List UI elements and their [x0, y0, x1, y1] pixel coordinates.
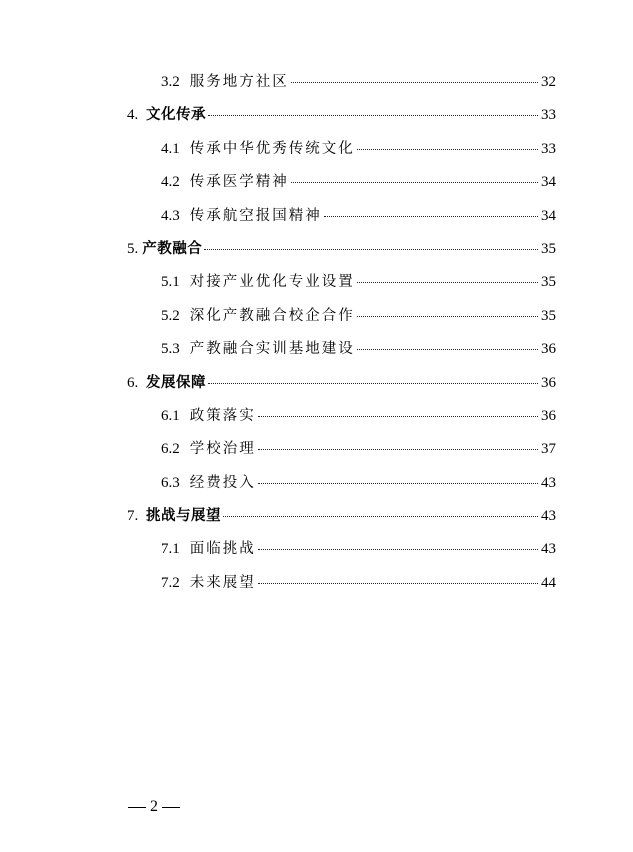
toc-entry-line — [161, 571, 556, 593]
toc-entry-line — [127, 103, 556, 125]
toc-dot-leader — [357, 349, 538, 350]
toc-dot-leader — [357, 149, 538, 150]
toc-entry-number: 6. — [127, 374, 142, 391]
toc-entry-number: 4.3 — [161, 207, 180, 224]
toc-entry-title: 面临挑战 — [189, 541, 256, 558]
toc-entry-number: 5.3 — [161, 341, 180, 358]
toc-subsection-entry[interactable] — [0, 467, 633, 500]
toc-entry-page: 43 — [541, 474, 556, 491]
toc-entry-title: 挑战与展望 — [146, 508, 221, 525]
toc-subsection-entry[interactable] — [0, 400, 633, 433]
toc-dot-leader — [324, 216, 538, 217]
toc-entry-line — [161, 137, 556, 159]
toc-entry-number: 7. — [127, 508, 142, 525]
toc-entry-line — [161, 471, 556, 493]
toc-entry-line — [161, 170, 556, 192]
footer-dash-right — [162, 807, 180, 808]
toc-entry-line — [161, 337, 556, 359]
toc-dot-leader — [258, 416, 538, 417]
toc-entry-page: 37 — [541, 441, 556, 458]
toc-section-entry[interactable] — [0, 233, 633, 266]
toc-subsection-entry[interactable] — [0, 300, 633, 333]
toc-entry-page: 34 — [541, 174, 556, 191]
toc-dot-leader — [291, 182, 538, 183]
toc-dot-leader — [258, 583, 538, 584]
toc-subsection-entry[interactable] — [0, 433, 633, 466]
toc-entry-line — [161, 404, 556, 426]
toc-entry-line — [161, 204, 556, 226]
toc-entry-line — [161, 437, 556, 459]
toc-entry-number: 5.2 — [161, 307, 180, 324]
toc-section-entry[interactable] — [0, 367, 633, 400]
toc-subsection-entry[interactable] — [0, 567, 633, 600]
toc-entry-page: 35 — [541, 307, 556, 324]
toc-entry-title: 产教融合实训基地建设 — [189, 341, 355, 358]
toc-dot-leader — [357, 282, 538, 283]
toc-entry-title: 传承航空报国精神 — [189, 207, 322, 224]
toc-entry-page: 34 — [541, 207, 556, 224]
toc-entry-title: 传承中华优秀传统文化 — [189, 140, 355, 157]
toc-section-entry[interactable] — [0, 99, 633, 132]
toc-entry-title: 服务地方社区 — [189, 74, 289, 90]
toc-dot-leader — [258, 549, 538, 550]
toc-entry-line — [161, 304, 556, 326]
toc-subsection-entry[interactable] — [0, 66, 633, 99]
toc-subsection-entry[interactable] — [0, 133, 633, 166]
toc-subsection-entry[interactable] — [0, 333, 633, 366]
toc-entry-title: 学校治理 — [189, 441, 256, 458]
toc-entry-page: 36 — [541, 341, 556, 358]
toc-dot-leader — [204, 249, 538, 250]
toc-entry-title: 文化传承 — [146, 107, 206, 124]
page-footer — [128, 798, 180, 816]
toc-entry-line — [161, 70, 556, 92]
toc-entry-number: 4. — [127, 107, 142, 124]
toc-entry-page: 36 — [541, 407, 556, 424]
toc-entry-number: 5. — [127, 240, 139, 257]
toc-dot-leader — [208, 115, 538, 116]
toc-entry-page: 33 — [541, 107, 556, 124]
toc-dot-leader — [208, 383, 538, 384]
toc-dot-leader — [291, 82, 538, 83]
toc-entry-page: 35 — [541, 240, 556, 257]
toc-entry-number: 7.1 — [161, 541, 180, 558]
toc-entry-page: 36 — [541, 374, 556, 391]
toc-entry-page: 32 — [541, 74, 556, 90]
toc-entry-title: 对接产业优化专业设置 — [189, 274, 355, 291]
toc-entry-page: 33 — [541, 140, 556, 157]
toc-dot-leader — [357, 316, 538, 317]
toc-entry-number: 6.3 — [161, 474, 180, 491]
toc-entry-line — [161, 270, 556, 292]
toc-entry-title: 深化产教融合校企合作 — [189, 307, 355, 324]
toc-entry-number: 6.2 — [161, 441, 180, 458]
page-number: 2 — [150, 798, 158, 815]
toc-section-entry[interactable] — [0, 500, 633, 533]
toc-entry-title: 传承医学精神 — [189, 174, 289, 191]
toc-entry-line — [127, 504, 556, 526]
toc-subsection-entry[interactable] — [0, 266, 633, 299]
toc-entry-line — [161, 537, 556, 559]
toc-dot-leader — [258, 483, 538, 484]
table-of-contents — [0, 66, 633, 600]
toc-entry-title: 政策落实 — [189, 407, 256, 424]
toc-entry-number: 7.2 — [161, 574, 180, 591]
footer-dash-left — [128, 807, 146, 808]
toc-entry-page: 43 — [541, 541, 556, 558]
toc-entry-page: 44 — [541, 574, 556, 591]
toc-entry-page: 43 — [541, 508, 556, 525]
toc-subsection-entry[interactable] — [0, 533, 633, 566]
toc-entry-line — [127, 371, 556, 393]
toc-dot-leader — [223, 516, 538, 517]
toc-entry-number: 6.1 — [161, 407, 180, 424]
toc-entry-number: 5.1 — [161, 274, 180, 291]
toc-entry-title: 产教融合 — [142, 240, 203, 257]
toc-entry-page: 35 — [541, 274, 556, 291]
toc-dot-leader — [258, 449, 538, 450]
toc-entry-number: 4.1 — [161, 140, 180, 157]
toc-entry-title: 经费投入 — [189, 474, 256, 491]
toc-subsection-entry[interactable] — [0, 200, 633, 233]
toc-entry-number: 4.2 — [161, 174, 180, 191]
toc-entry-number: 3.2 — [161, 74, 180, 90]
toc-entry-line — [127, 237, 556, 259]
toc-entry-title: 发展保障 — [146, 374, 206, 391]
toc-subsection-entry[interactable] — [0, 166, 633, 199]
toc-entry-title: 未来展望 — [189, 574, 256, 591]
